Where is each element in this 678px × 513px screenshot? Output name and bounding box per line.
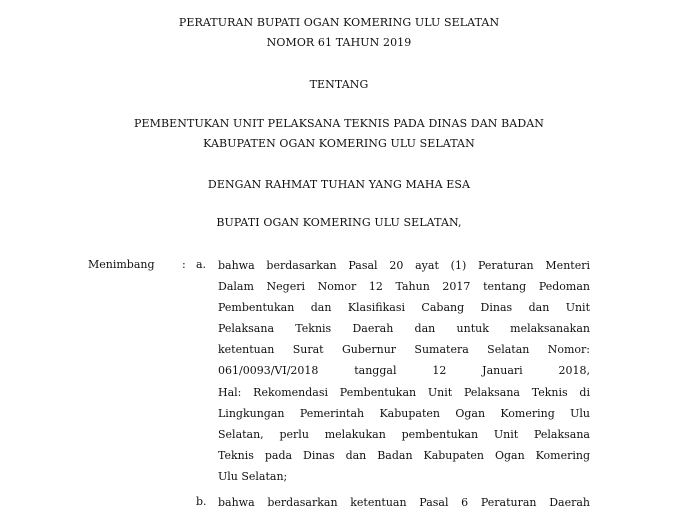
item-a-line: Selatan, perlu melakukan pembentukan Unit Pelaksana: [218, 427, 590, 441]
item-a-text: [218, 255, 590, 487]
item-a-line: bahwa berdasarkan Pasal 20 ayat (1) Peraturan Menteri: [218, 259, 590, 272]
issuer-line: BUPATI OGAN KOMERING ULU SELATAN,: [216, 216, 462, 229]
item-a-line: Lingkungan Pemerintah Kabupaten Ogan Komering Ulu: [218, 406, 590, 420]
item-a-line: Pelaksana Teknis Daerah dan untuk melaksanakan: [218, 322, 590, 336]
item-a-line: Pembentukan dan Klasifikasi Cabang Dinas dan Unit: [218, 301, 590, 315]
regulation-number: NOMOR 61 TAHUN 2019: [266, 36, 412, 49]
item-b-text: [218, 492, 590, 513]
regulation-title: PERATURAN BUPATI OGAN KOMERING ULU SELATAN: [178, 16, 500, 29]
item-a-line: Hal: Rekomendasi Pembentukan Unit Pelaksana Teknis di: [218, 385, 590, 399]
item-a-line: Dalam Negeri Nomor 12 Tahun 2017 tentang Pedoman: [218, 280, 590, 294]
considering-label: Menimbang: [88, 258, 155, 271]
invocation-line: DENGAN RAHMAT TUHAN YANG MAHA ESA: [207, 178, 471, 191]
item-b-line: bahwa berdasarkan ketentuan Pasal 6 Peraturan Daerah: [218, 496, 590, 509]
subject-line-2: KABUPATEN OGAN KOMERING ULU SELATAN: [203, 137, 475, 150]
considering-colon: :: [182, 258, 186, 271]
about-heading: TENTANG: [309, 78, 369, 91]
item-b-marker: b.: [196, 495, 207, 508]
subject-line-1: PEMBENTUKAN UNIT PELAKSANA TEKNIS PADA DINAS DAN BADAN: [133, 117, 545, 130]
item-a-marker: a.: [196, 258, 207, 271]
item-a-line: ketentuan Surat Gubernur Sumatera Selatan Nomor:: [218, 343, 590, 357]
item-a-line: 061/0093/VI/2018 tanggal 12 Januari 2018,: [218, 364, 590, 378]
item-a-line: Ulu Selatan;: [218, 469, 288, 483]
item-a-line: Teknis pada Dinas dan Badan Kabupaten Ogan Komering: [218, 448, 590, 462]
